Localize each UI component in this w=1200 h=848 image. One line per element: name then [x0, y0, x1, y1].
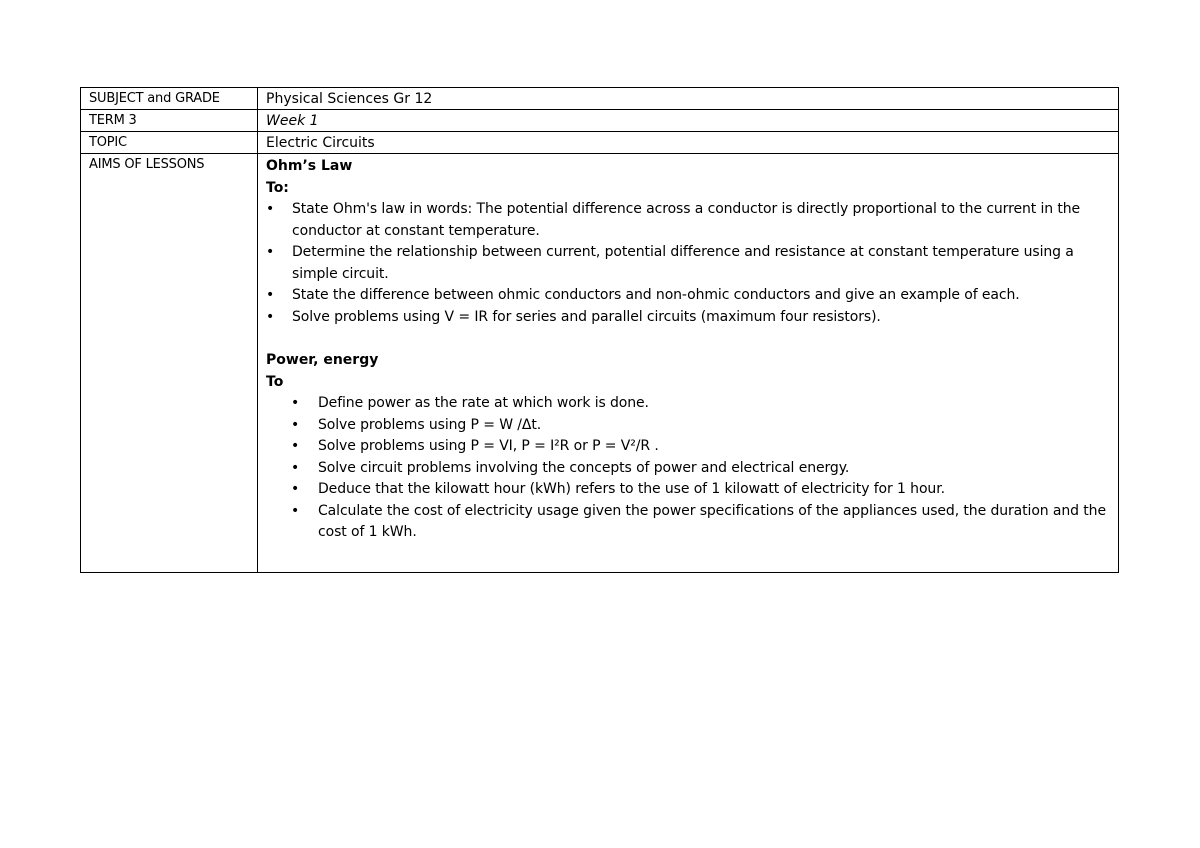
- list-item: • Define power as the rate at which work is done.: [266, 393, 1110, 415]
- term-label: TERM 3: [81, 110, 258, 132]
- list-item: • Solve problems using P = W /Δt.: [266, 415, 1110, 437]
- ohms-law-intro: To:: [266, 180, 289, 196]
- subject-value: Physical Sciences Gr 12: [258, 88, 1119, 110]
- subject-label: SUBJECT and GRADE: [81, 88, 258, 110]
- power-energy-list: [266, 393, 1110, 544]
- list-item: • Determine the relationship between current, potential difference and resistance at constant temperature using a simple circuit.: [266, 242, 1110, 285]
- lesson-plan-table: [80, 87, 1119, 573]
- aims-content: [258, 154, 1119, 573]
- aims-label: AIMS OF LESSONS: [81, 154, 258, 573]
- table-row-subject: [81, 88, 1119, 110]
- ohms-law-list: [266, 199, 1110, 328]
- table-row-aims: [81, 154, 1119, 573]
- list-item: • Solve problems using V = IR for series and parallel circuits (maximum four resistors).: [266, 307, 1110, 329]
- list-item: • Solve circuit problems involving the concepts of power and electrical energy.: [266, 458, 1110, 480]
- power-energy-intro: To: [266, 374, 284, 390]
- list-item: • State Ohm's law in words: The potential difference across a conductor is directly proportional to the current in the conductor at constant temperature.: [266, 199, 1110, 242]
- topic-label: TOPIC: [81, 132, 258, 154]
- list-item: • Deduce that the kilowatt hour (kWh) refers to the use of 1 kilowatt of electricity for 1 hour.: [266, 479, 1110, 501]
- section-spacer: [266, 328, 1110, 349]
- list-item: • Calculate the cost of electricity usage given the power specifications of the appliances used, the duration and the cost of 1 kWh.: [266, 501, 1110, 544]
- power-energy-heading: Power, energy: [266, 352, 379, 368]
- table-row-term: [81, 110, 1119, 132]
- table-row-topic: [81, 132, 1119, 154]
- list-item: • Solve problems using P = VI, P = I²R or P = V²/R .: [266, 436, 1110, 458]
- term-value: Week 1: [258, 110, 1119, 132]
- list-item: • State the difference between ohmic conductors and non-ohmic conductors and give an example of each.: [266, 285, 1110, 307]
- topic-value: Electric Circuits: [258, 132, 1119, 154]
- ohms-law-heading: Ohm’s Law: [266, 158, 353, 174]
